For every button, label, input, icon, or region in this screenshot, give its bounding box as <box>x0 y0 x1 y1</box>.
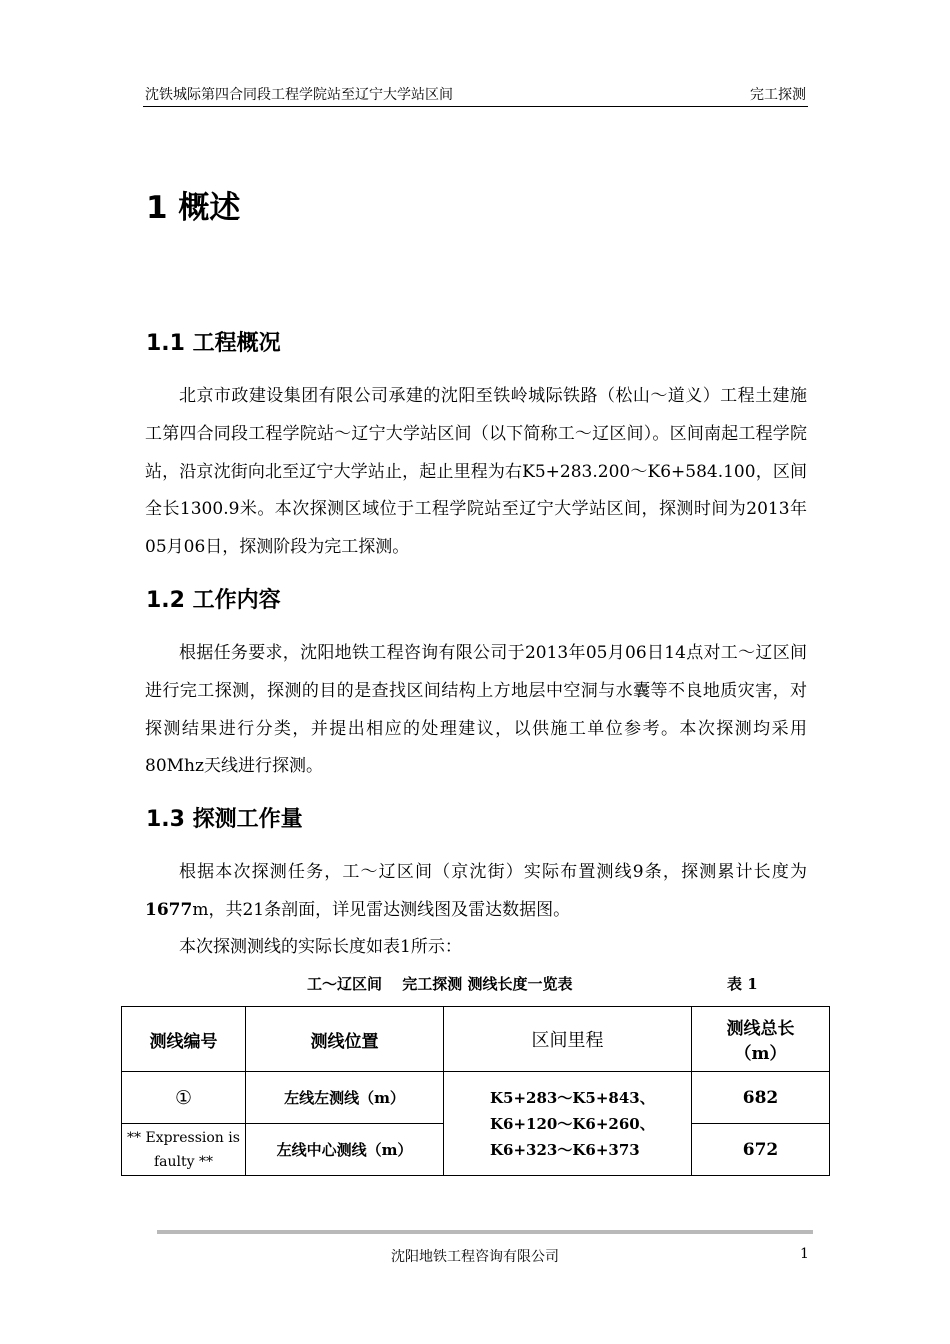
section-title-1-1: 1.1 工程概况 <box>146 331 281 356</box>
row-line-id: ** Expression is faulty ** <box>122 1124 246 1176</box>
section-title-1-3: 1.3 探测工作量 <box>146 807 303 832</box>
header-divider <box>143 106 808 107</box>
footer-company: 沈阳地铁工程咨询有限公司 <box>391 1249 559 1265</box>
header-total-length-unit: （m） <box>734 1044 787 1064</box>
section-title-1-2: 1.2 工作内容 <box>146 588 281 613</box>
mileage-segment: K5+283～K5+843、 <box>490 1088 655 1107</box>
row-line-position: 左线中心测线（m） <box>246 1124 444 1176</box>
table-header-row <box>122 1007 830 1072</box>
header-total-length <box>692 1007 830 1072</box>
paragraph-work-content: 根据任务要求，沈阳地铁工程咨询有限公司于2013年05月06日14点对工～辽区间进行完工探测，探测的目的是查找区间结构上方地层中空洞与水囊等不良地质灾害，对探测结果进行分类，并提出相应的处理建议，以供施工单位参考。本次探测均采用80Mhz天线进行探测。 <box>145 643 807 777</box>
mileage-segment: K6+120～K6+260、 <box>490 1114 655 1133</box>
table-row <box>122 1072 830 1124</box>
workload-total-length: 1677 <box>145 899 193 920</box>
row-line-position: 左线左测线（m） <box>246 1072 444 1124</box>
row-line-length: 682 <box>692 1072 830 1124</box>
mileage-segment: K6+323～K6+373 <box>490 1140 640 1159</box>
chapter-title: 1 概述 <box>146 190 241 226</box>
row-line-length: 672 <box>692 1124 830 1176</box>
header-line-position: 测线位置 <box>246 1007 444 1072</box>
workload-text-after: m，共21条剖面，详见雷达测线图及雷达数据图。 <box>192 899 571 920</box>
table-caption: 工～辽区间 完工探测 测线长度一览表 <box>307 975 573 993</box>
paragraph-project-overview: 北京市政建设集团有限公司承建的沈阳至铁岭城际铁路（松山～道义）工程土建施工第四合同段工程学院站～辽宁大学站区间（以下简称工～辽区间）。区间南起工程学院站，沿京沈街向北至辽宁大学站止，起止里程为右K5+283.200～K6+584.100，区间全长1300.9米。本次探测区域位于工程学院站至辽宁大学站区间，探测时间为2013年05月06日，探测阶段为完工探测。 <box>145 386 807 558</box>
paragraph-workload <box>145 854 807 930</box>
page-number: 1 <box>800 1246 809 1262</box>
row-line-id: ① <box>122 1072 246 1124</box>
header-line-id: 测线编号 <box>122 1007 246 1072</box>
survey-line-table <box>121 1006 830 1176</box>
paragraph-table-intro: 本次探测测线的实际长度如表1所示： <box>179 937 462 957</box>
header-total-length-label: 测线总长 <box>726 1019 795 1039</box>
header-project-name: 沈铁城际第四合同段工程学院站至辽宁大学站区间 <box>145 87 453 103</box>
row-mileage-range <box>444 1072 692 1176</box>
workload-text-before: 根据本次探测任务，工～辽区间（京沈街）实际布置测线9条，探测累计长度为 <box>179 862 807 882</box>
table-number: 表 1 <box>727 975 758 993</box>
header-mileage: 区间里程 <box>444 1007 692 1072</box>
header-doc-type: 完工探测 <box>750 87 806 103</box>
footer-divider <box>157 1230 813 1234</box>
